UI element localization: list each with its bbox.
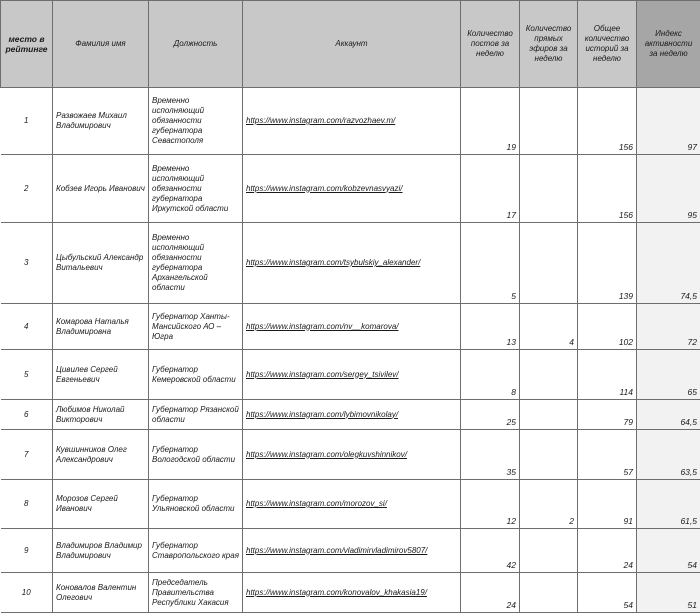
live-cell [520, 400, 578, 430]
index-cell: 51 [637, 573, 700, 613]
name-cell: Цыбульский Александр Витальевич [53, 223, 149, 304]
position-cell: Временно исполняющий обязанности губернатора Архангельской области [149, 223, 243, 304]
table-row [1, 480, 700, 529]
account-cell [243, 529, 461, 573]
table-row [1, 88, 700, 155]
table-row [1, 573, 700, 613]
account-link[interactable]: https://www.instagram.com/olegkuvshinnikov/ [246, 450, 407, 459]
posts-cell: 19 [461, 88, 520, 155]
account-link[interactable]: https://www.instagram.com/sergey_tsivilev/ [246, 370, 399, 379]
table-row [1, 529, 700, 573]
posts-cell: 35 [461, 430, 520, 480]
name-cell: Любимов Николай Викторович [53, 400, 149, 430]
table-row [1, 223, 700, 304]
name-cell: Владимиров Владимир Владимирович [53, 529, 149, 573]
rank-cell: 2 [1, 155, 53, 223]
table-row [1, 430, 700, 480]
name-header: Фамилия имя [53, 1, 149, 88]
posts-cell: 12 [461, 480, 520, 529]
account-cell [243, 155, 461, 223]
header-row [1, 1, 700, 88]
name-cell: Коновалов Валентин Олегович [53, 573, 149, 613]
rank-cell: 7 [1, 430, 53, 480]
account-link[interactable]: https://www.instagram.com/morozov_si/ [246, 499, 387, 508]
position-cell: Губернатор Ставропольского края [149, 529, 243, 573]
stories-cell: 24 [578, 529, 637, 573]
account-link[interactable]: https://www.instagram.com/nv__komarova/ [246, 322, 399, 331]
stories-cell: 102 [578, 304, 637, 350]
table-row [1, 400, 700, 430]
rank-cell: 6 [1, 400, 53, 430]
stories-cell: 57 [578, 430, 637, 480]
index-header: Индекс активности за неделю [637, 1, 700, 88]
account-cell [243, 400, 461, 430]
account-cell [243, 430, 461, 480]
account-cell [243, 480, 461, 529]
stories-cell: 156 [578, 155, 637, 223]
stories-cell: 79 [578, 400, 637, 430]
rank-cell: 3 [1, 223, 53, 304]
name-cell: Морозов Сергей Иванович [53, 480, 149, 529]
rank-cell: 5 [1, 350, 53, 400]
position-cell: Губернатор Рязанской области [149, 400, 243, 430]
account-cell [243, 223, 461, 304]
posts-cell: 24 [461, 573, 520, 613]
rank-cell: 8 [1, 480, 53, 529]
posts-cell: 13 [461, 304, 520, 350]
position-cell: Губернатор Вологодской области [149, 430, 243, 480]
live-cell [520, 430, 578, 480]
stories-cell: 139 [578, 223, 637, 304]
table-row [1, 304, 700, 350]
index-cell: 65 [637, 350, 700, 400]
posts-cell: 42 [461, 529, 520, 573]
index-cell: 72 [637, 304, 700, 350]
index-cell: 63,5 [637, 430, 700, 480]
posts-cell: 25 [461, 400, 520, 430]
posts-header: Количество постов за неделю [461, 1, 520, 88]
name-cell: Кобзев Игорь Иванович [53, 155, 149, 223]
index-cell: 97 [637, 88, 700, 155]
account-link[interactable]: https://www.instagram.com/razvozhaev.m/ [246, 116, 395, 125]
stories-cell: 114 [578, 350, 637, 400]
live-cell [520, 88, 578, 155]
index-cell: 74,5 [637, 223, 700, 304]
live-header: Количество прямых эфиров за неделю [520, 1, 578, 88]
index-cell: 61,5 [637, 480, 700, 529]
position-cell: Временно исполняющий обязанности губернатора Иркутской области [149, 155, 243, 223]
table-row [1, 350, 700, 400]
stories-cell: 156 [578, 88, 637, 155]
table-row [1, 155, 700, 223]
position-header: Должность [149, 1, 243, 88]
account-link[interactable]: https://www.instagram.com/konovalov_khakasia19/ [246, 588, 427, 597]
stories-cell: 54 [578, 573, 637, 613]
account-link[interactable]: https://www.instagram.com/tsybulskiy_alexander/ [246, 258, 420, 267]
live-cell [520, 223, 578, 304]
position-cell: Председатель Правительства Республики Хакасия [149, 573, 243, 613]
rank-header: место в рейтинге [1, 1, 53, 88]
rank-cell: 10 [1, 573, 53, 613]
position-cell: Временно исполняющий обязанности губернатора Севастополя [149, 88, 243, 155]
live-cell: 2 [520, 480, 578, 529]
position-cell: Губернатор Ханты-Мансийского АО – Югра [149, 304, 243, 350]
account-cell [243, 88, 461, 155]
index-cell: 54 [637, 529, 700, 573]
live-cell [520, 350, 578, 400]
account-header: Аккаунт [243, 1, 461, 88]
name-cell: Цивилев Сергей Евгеньевич [53, 350, 149, 400]
stories-cell: 91 [578, 480, 637, 529]
posts-cell: 5 [461, 223, 520, 304]
rank-cell: 1 [1, 88, 53, 155]
name-cell: Кувшинников Олег Александрович [53, 430, 149, 480]
position-cell: Губернатор Ульяновской области [149, 480, 243, 529]
posts-cell: 8 [461, 350, 520, 400]
account-cell [243, 573, 461, 613]
stories-header: Общее количество историй за неделю [578, 1, 637, 88]
index-cell: 64,5 [637, 400, 700, 430]
index-cell: 95 [637, 155, 700, 223]
posts-cell: 17 [461, 155, 520, 223]
name-cell: Развожаев Михаил Владимирович [53, 88, 149, 155]
rank-cell: 9 [1, 529, 53, 573]
account-cell [243, 350, 461, 400]
name-cell: Комарова Наталья Владимировна [53, 304, 149, 350]
live-cell [520, 529, 578, 573]
account-link[interactable]: https://www.instagram.com/vladimirvladimirov5807/ [246, 546, 427, 555]
live-cell [520, 573, 578, 613]
live-cell [520, 155, 578, 223]
live-cell: 4 [520, 304, 578, 350]
account-link[interactable]: https://www.instagram.com/kobzevnasvyazi/ [246, 184, 403, 193]
rank-cell: 4 [1, 304, 53, 350]
account-cell [243, 304, 461, 350]
account-link[interactable]: https://www.instagram.com/lybimovnikolay/ [246, 410, 398, 419]
position-cell: Губернатор Кемеровской области [149, 350, 243, 400]
